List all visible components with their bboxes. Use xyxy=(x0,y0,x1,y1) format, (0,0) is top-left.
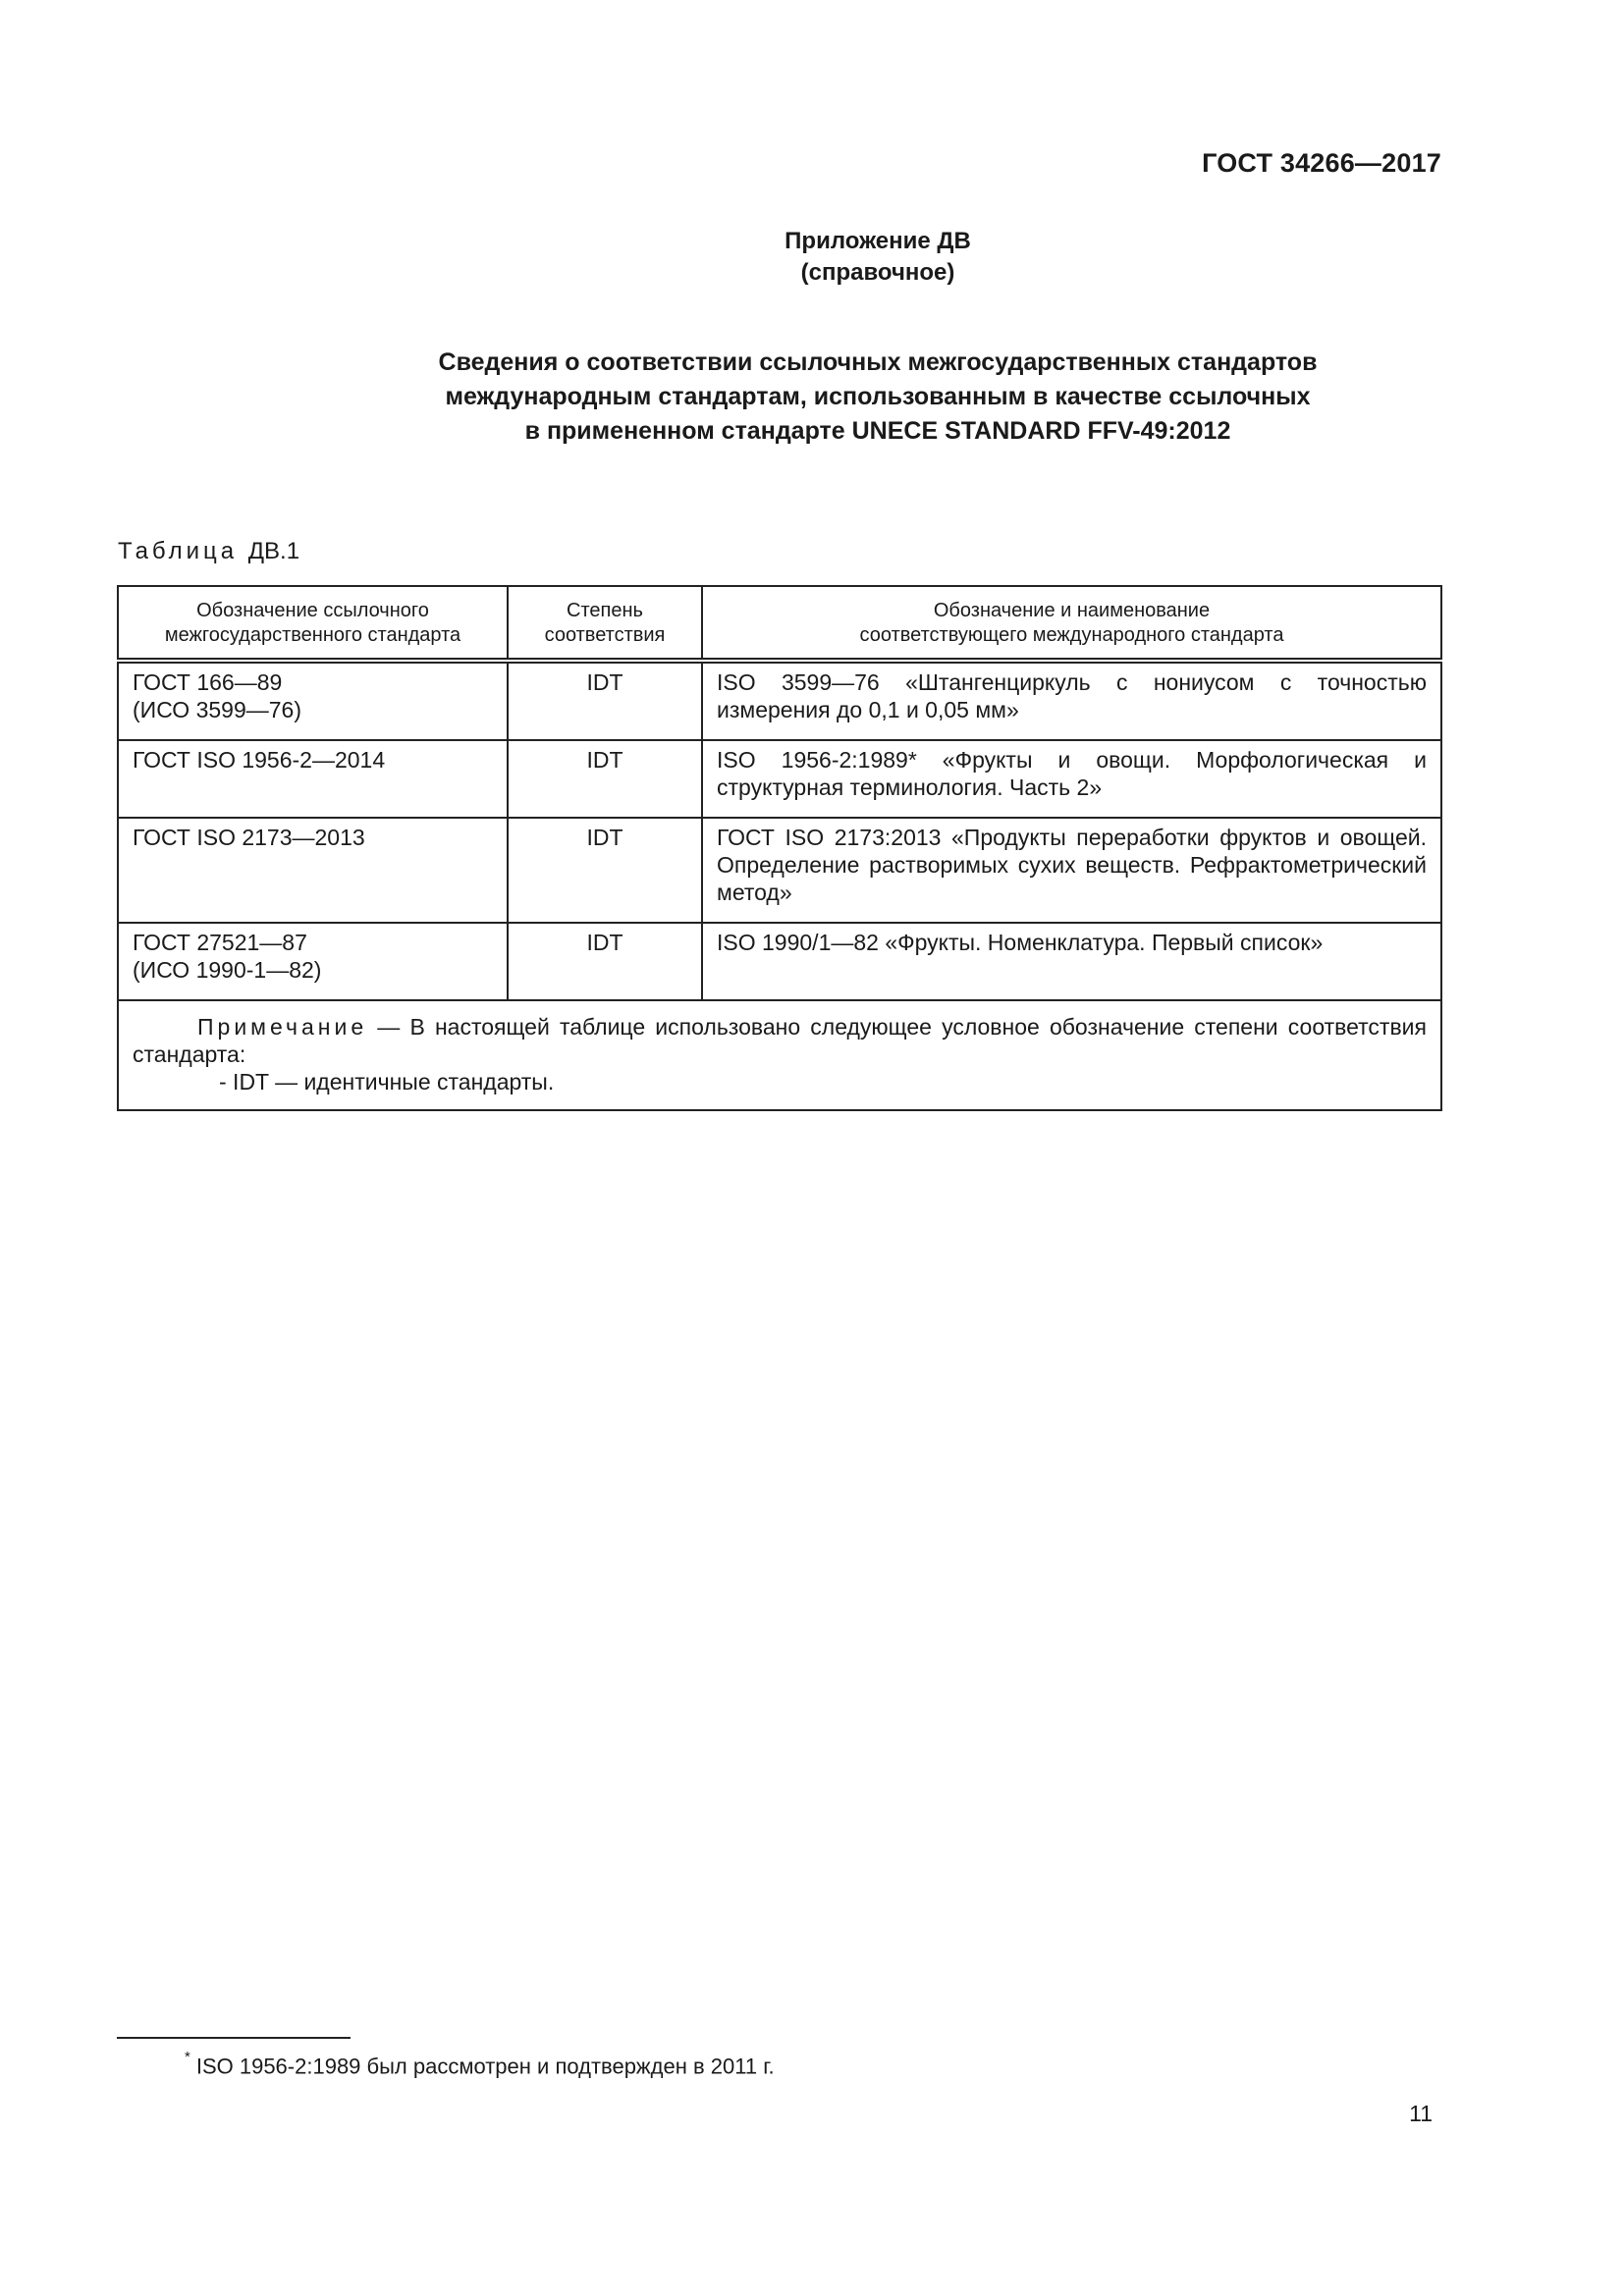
footnote-marker: * xyxy=(185,2049,190,2065)
cell-designation xyxy=(118,818,508,923)
designation-line-1: ГОСТ 166—89 xyxy=(133,669,283,695)
cell-international: ГОСТ ISO 2173:2013 «Продукты переработки фруктов и овощей. Определение растворимых сухих веществ. Рефрактометрический метод» xyxy=(702,818,1441,923)
table-caption xyxy=(118,538,299,565)
table-note-row xyxy=(118,1000,1441,1110)
table-row xyxy=(118,740,1441,818)
table-caption-number: ДВ.1 xyxy=(247,538,300,564)
table-caption-label: Таблица xyxy=(118,538,239,564)
designation-line-1: ГОСТ ISO 2173—2013 xyxy=(133,825,365,850)
header-degree-line-2: соответствия xyxy=(544,624,666,646)
appendix-subtitle: (справочное) xyxy=(800,259,955,286)
cell-international: ISO 1956-2:1989* «Фрукты и овощи. Морфологическая и структурная терминология. Часть 2» xyxy=(702,740,1441,818)
header-degree-line-1: Степень xyxy=(567,600,643,621)
header-international-line-2: соответствующего международного стандарта xyxy=(859,624,1284,646)
cell-designation xyxy=(118,661,508,740)
footnote-text: ISO 1956-2:1989 был рассмотрен и подтвержден в 2011 г. xyxy=(195,2054,775,2079)
cell-degree: IDT xyxy=(508,923,702,1000)
footnote xyxy=(185,2049,775,2079)
header-international-line-1: Обозначение и наименование xyxy=(933,600,1211,621)
page-number: 11 xyxy=(1409,2101,1433,2126)
document-id: ГОСТ 34266—2017 xyxy=(1202,148,1441,178)
note-label: Примечание xyxy=(197,1014,368,1040)
cell-designation xyxy=(118,740,508,818)
header-degree xyxy=(508,586,702,661)
table-row xyxy=(118,818,1441,923)
table-header-row xyxy=(118,586,1441,661)
footnote-divider xyxy=(117,2037,351,2039)
designation-line-2: (ИСО 3599—76) xyxy=(133,697,301,722)
header-international xyxy=(702,586,1441,661)
cell-international: ISO 1990/1—82 «Фрукты. Номенклатура. Первый список» xyxy=(702,923,1441,1000)
designation-line-1: ГОСТ 27521—87 xyxy=(133,930,307,955)
note-text xyxy=(133,1013,1427,1068)
section-title-line-1: Сведения о соответствии ссылочных межгосударственных стандартов xyxy=(438,348,1318,376)
note-item: - IDT — идентичные стандарты. xyxy=(219,1069,555,1095)
cell-designation xyxy=(118,923,508,1000)
note-body: — В настоящей таблице использовано следующее условное обозначение степени соответствия стандарта: xyxy=(133,1014,1427,1067)
reference-standards-table xyxy=(117,585,1442,1111)
cell-degree: IDT xyxy=(508,740,702,818)
header-designation-line-1: Обозначение ссылочного xyxy=(196,600,429,621)
designation-line-1: ГОСТ ISO 1956-2—2014 xyxy=(133,747,386,773)
table-note xyxy=(118,1000,1441,1110)
cell-degree: IDT xyxy=(508,818,702,923)
table-row xyxy=(118,923,1441,1000)
header-designation xyxy=(118,586,508,661)
cell-international: ISO 3599—76 «Штангенциркуль с нониусом с точностью измерения до 0,1 и 0,05 мм» xyxy=(702,661,1441,740)
section-title xyxy=(0,346,1624,449)
header-designation-line-2: межгосударственного стандарта xyxy=(164,624,461,646)
cell-degree: IDT xyxy=(508,661,702,740)
table-row xyxy=(118,661,1441,740)
section-title-line-3: в примененном стандарте UNECE STANDARD FFV-49:2012 xyxy=(524,417,1231,445)
section-title-line-2: международным стандартам, использованным в качестве ссылочных xyxy=(445,383,1311,410)
appendix-heading xyxy=(0,226,1624,289)
appendix-title: Приложение ДВ xyxy=(785,228,971,254)
designation-line-2: (ИСО 1990-1—82) xyxy=(133,957,322,983)
